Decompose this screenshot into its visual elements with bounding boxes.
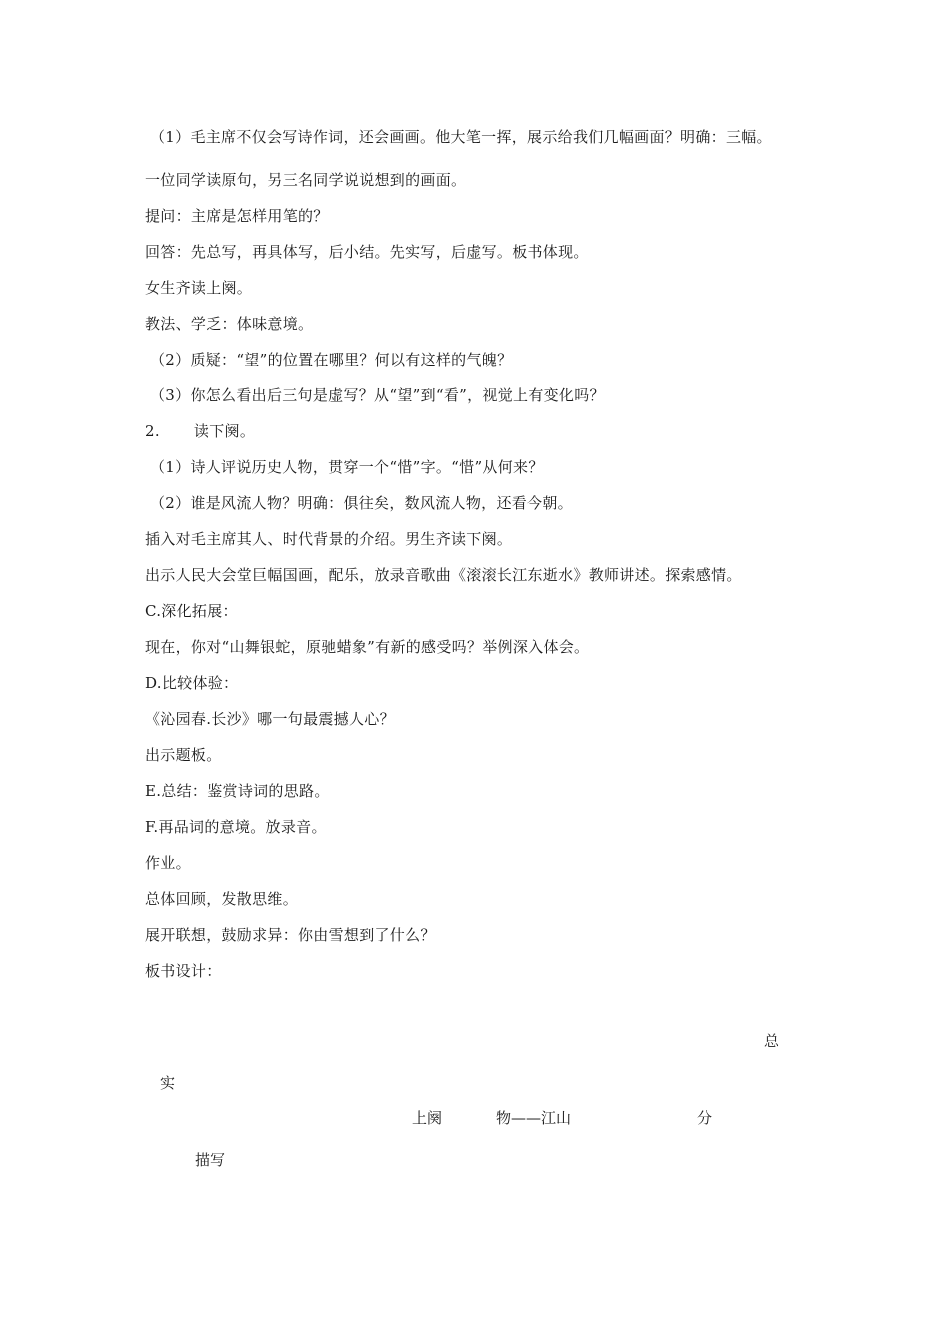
paragraph: （2）质疑：“望”的位置在哪里？何以有这样的气魄？ — [150, 351, 513, 369]
paragraph: 教法、学乏：体味意境。 — [145, 315, 314, 333]
paragraph: 女生齐读上阕。 — [145, 279, 253, 297]
section-heading: F.再品词的意境。放录音。 — [145, 818, 327, 836]
section-heading: D.比较体验： — [145, 674, 239, 692]
board-label-zong: 总 — [764, 1032, 780, 1050]
paragraph: （2）谁是风流人物？明确：俱往矣，数风流人物，还看今朝。 — [150, 494, 573, 512]
heading-text: 读下阕。 — [193, 422, 256, 440]
paragraph: 展开联想，鼓励求异：你由雪想到了什么？ — [145, 926, 436, 944]
paragraph: 提问：主席是怎样用笔的？ — [145, 207, 329, 225]
paragraph: 出示题板。 — [145, 746, 222, 764]
paragraph: （3）你怎么看出后三句是虚写？从“望”到“看”，视觉上有变化吗？ — [150, 386, 605, 404]
section-heading: C.深化拓展： — [145, 602, 238, 620]
board-label-wu-jiangshan: 物——江山 — [496, 1109, 572, 1127]
list-number: 2. — [145, 422, 160, 440]
board-label-shangque: 上阕 — [412, 1109, 443, 1127]
paragraph: 一位同学读原句，另三名同学说说想到的画面。 — [145, 171, 467, 189]
paragraph: 板书设计： — [145, 962, 222, 980]
paragraph: （1）诗人评说历史人物，贯穿一个“惜”字。“惜”从何来？ — [150, 458, 544, 476]
paragraph: （1）毛主席不仅会写诗作词，还会画画。他大笔一挥，展示给我们几幅画面？明确：三幅。 — [150, 128, 772, 146]
numbered-heading — [145, 421, 255, 441]
paragraph: 现在，你对“山舞银蛇，原驰蜡象”有新的感受吗？举例深入体会。 — [145, 638, 590, 656]
section-heading: E.总结：鉴赏诗词的思路。 — [145, 782, 330, 800]
paragraph: 回答：先总写，再具体写，后小结。先实写，后虚写。板书体现。 — [145, 243, 589, 261]
paragraph: 插入对毛主席其人、时代背景的介绍。男生齐读下阕。 — [145, 530, 513, 548]
paragraph: 总体回顾，发散思维。 — [145, 890, 299, 908]
board-label-fen: 分 — [697, 1109, 713, 1127]
paragraph: 作业。 — [145, 854, 191, 872]
board-label-shi: 实 — [160, 1074, 176, 1092]
paragraph: 《沁园春.长沙》哪一句最震撼人心？ — [145, 710, 395, 728]
paragraph: 出示人民大会堂巨幅国画，配乐，放录音歌曲《滚滚长江东逝水》教师讲述。探索感情。 — [145, 566, 742, 584]
board-label-miaoxie: 描写 — [195, 1151, 226, 1169]
